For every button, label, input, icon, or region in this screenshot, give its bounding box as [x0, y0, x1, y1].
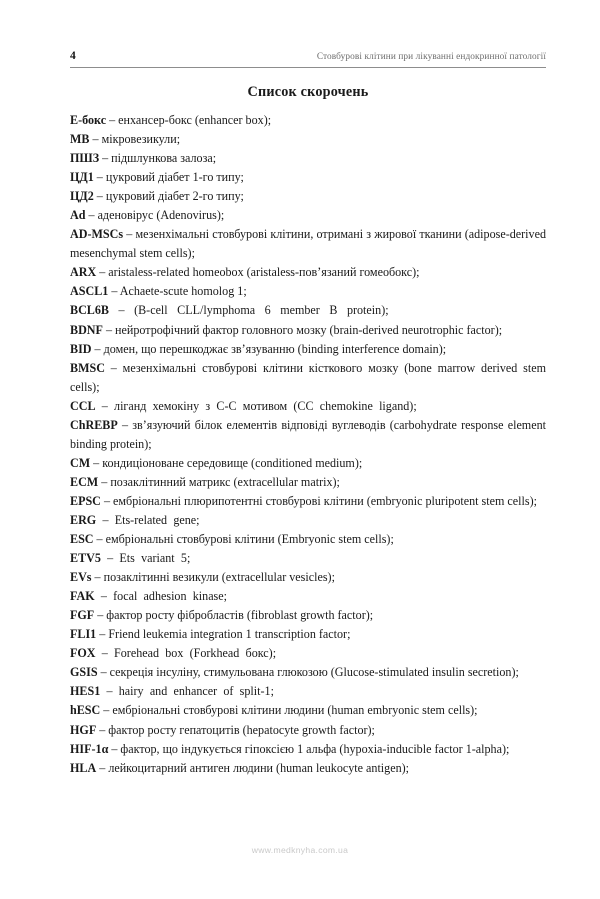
abbreviation-definition: – ліганд хемокіну з C-C мотивом (CC chemokine ligand);	[95, 398, 417, 413]
list-item	[70, 263, 546, 282]
list-item	[70, 187, 546, 206]
abbreviation-definition: – лейкоцитарний антиген людини (human leukocyte antigen);	[96, 760, 410, 775]
abbreviation-term: ARX	[70, 265, 97, 280]
abbreviation-definition: – Achaete-scute homolog 1;	[108, 284, 247, 299]
abbreviation-term: HGF	[70, 722, 97, 737]
abbreviation-term: ETV5	[70, 551, 101, 566]
list-item	[70, 759, 546, 778]
abbreviation-term: BID	[70, 341, 92, 356]
abbreviation-definition: – мезенхімальні стовбурові клітини кісткового мозку (bone marrow derived stem cells);	[70, 360, 546, 394]
abbreviation-term: hESC	[70, 703, 101, 718]
list-item	[70, 625, 546, 644]
abbreviation-term: E-бокс	[70, 113, 107, 127]
page-title: Список скорочень	[247, 84, 369, 100]
list-item	[70, 282, 546, 301]
abbreviation-term: FGF	[70, 608, 95, 623]
list-item	[70, 168, 546, 187]
list-item	[70, 206, 546, 225]
abbreviation-definition: – секреція інсуліну, стимульована глюкозою (Glucose-stimulated insulin secretion);	[97, 665, 519, 680]
abbreviation-definition: – енхансер-бокс (enhancer box);	[106, 113, 272, 127]
abbreviation-term: BDNF	[70, 322, 103, 337]
abbreviation-term: ЦД2	[70, 189, 94, 204]
list-item	[70, 111, 546, 130]
list-item	[70, 587, 546, 606]
list-item	[70, 321, 546, 340]
abbreviation-definition: – фактор росту гепатоцитів (hepatocyte growth factor);	[96, 722, 375, 737]
list-item	[70, 416, 546, 454]
abbreviation-term: HES1	[70, 684, 101, 699]
list-item	[70, 606, 546, 625]
abbreviation-term: ECM	[70, 474, 99, 489]
abbreviation-definition: – кондиціоноване середовище (conditioned medium);	[90, 455, 363, 470]
list-item	[70, 359, 546, 397]
abbreviation-term: EPSC	[70, 493, 101, 508]
list-item	[70, 473, 546, 492]
list-item	[70, 740, 546, 759]
abbreviation-term: ChREBP	[70, 417, 118, 432]
abbreviation-term: FLI1	[70, 627, 97, 642]
abbreviation-term: ERG	[70, 512, 97, 527]
abbreviation-term: CM	[70, 455, 91, 470]
abbreviation-definition: – цукровий діабет 2-го типу;	[93, 189, 244, 204]
abbreviation-term: ESC	[70, 532, 94, 547]
abbreviation-definition: – Ets variant 5;	[100, 551, 191, 566]
list-item	[70, 397, 546, 416]
page-number: 4	[70, 50, 76, 62]
abbreviation-definition: – (B-cell CLL/lymphoma 6 member B protein);	[108, 303, 389, 318]
list-item	[70, 701, 546, 720]
abbreviation-term: ПШЗ	[70, 151, 100, 166]
abbreviation-definition: – домен, що перешкоджає зв’язуванню (binding interference domain);	[91, 341, 447, 356]
list-item	[70, 644, 546, 663]
abbreviation-term: BCL6B	[70, 303, 109, 318]
abbreviation-term: EVs	[70, 570, 92, 585]
abbreviation-term: FAK	[70, 589, 95, 604]
abbreviation-term: GSIS	[70, 665, 98, 680]
list-item	[70, 130, 546, 149]
list-item	[70, 663, 546, 682]
list-item	[70, 549, 546, 568]
abbreviation-definition: – hairy and enhancer of split-1;	[100, 684, 274, 699]
abbreviation-term: ЦД1	[70, 170, 94, 185]
abbreviation-definition: – ембріональні стовбурові клітини (Embryonic stem cells);	[93, 532, 394, 547]
abbreviation-definition: – ембріональні плюрипотентні стовбурові клітини (embryonic pluripotent stem cells);	[100, 493, 537, 508]
list-item	[70, 149, 546, 168]
abbreviation-definition: – позаклітинний матрикс (extracellular matrix);	[98, 474, 340, 489]
abbreviation-term: AD-MSCs	[70, 227, 124, 242]
list-item	[70, 721, 546, 740]
header-divider	[70, 67, 546, 68]
running-head	[70, 50, 546, 62]
abbreviation-list	[70, 111, 546, 778]
abbreviation-definition: – мікровезикули;	[89, 132, 181, 147]
abbreviation-definition: – Forehead box (Forkhead бокс);	[95, 646, 277, 661]
list-item	[70, 225, 546, 263]
list-item	[70, 340, 546, 359]
list-item	[70, 492, 546, 511]
abbreviation-definition: – ембріональні стовбурові клітини людини (human embryonic stem cells);	[100, 703, 478, 718]
abbreviation-definition: – зв’язуючий білок елементів відповіді вуглеводів (carbohydrate response element binding protein);	[70, 417, 546, 451]
watermark: www.medknyha.com.ua	[251, 845, 349, 855]
list-item	[70, 530, 546, 549]
abbreviation-definition: – підшлункова залоза;	[99, 151, 217, 166]
abbreviation-term: FOX	[70, 646, 96, 661]
abbreviation-definition: – фактор росту фібробластів (fibroblast growth factor);	[94, 608, 374, 623]
abbreviation-definition: – цукровий діабет 1-го типу;	[93, 170, 244, 185]
abbreviation-definition: – aristaless-related homeobox (aristaless-пов’язаний гомеобокс);	[96, 265, 420, 280]
abbreviation-definition: – Friend leukemia integration 1 transcription factor;	[96, 627, 351, 642]
abbreviation-definition: – focal adhesion kinase;	[94, 589, 227, 604]
list-item	[70, 454, 546, 473]
abbreviation-term: HIF-1α	[70, 741, 109, 756]
abbreviation-term: BMSC	[70, 360, 105, 375]
abbreviation-definition: – мезенхімальні стовбурові клітини, отримані з жирової тканини (adipose-derived mesenchymal stem cells);	[70, 227, 546, 261]
abbreviation-term: CCL	[70, 398, 96, 413]
list-item	[70, 568, 546, 587]
list-item	[70, 682, 546, 701]
abbreviation-definition: – аденовірус (Adenovirus);	[85, 208, 225, 223]
abbreviation-term: ASCL1	[70, 284, 109, 299]
list-item	[70, 511, 546, 530]
abbreviation-definition: – позаклітинні везикули (extracellular vesicles);	[91, 570, 335, 585]
running-head-title: Стовбурові клітини при лікуванні ендокринної патології	[316, 52, 546, 62]
abbreviation-definition: – Ets-related gene;	[96, 512, 200, 527]
list-item	[70, 301, 546, 320]
abbreviation-definition: – нейротрофічний фактор головного мозку (brain-derived neurotrophic factor);	[102, 322, 503, 337]
abbreviation-term: Ad	[70, 208, 86, 223]
abbreviation-term: HLA	[70, 760, 97, 775]
abbreviation-term: МВ	[70, 132, 90, 147]
abbreviation-definition: – фактор, що індукується гіпоксією 1 альфа (hypoxia-inducible factor 1-alpha);	[108, 741, 510, 756]
